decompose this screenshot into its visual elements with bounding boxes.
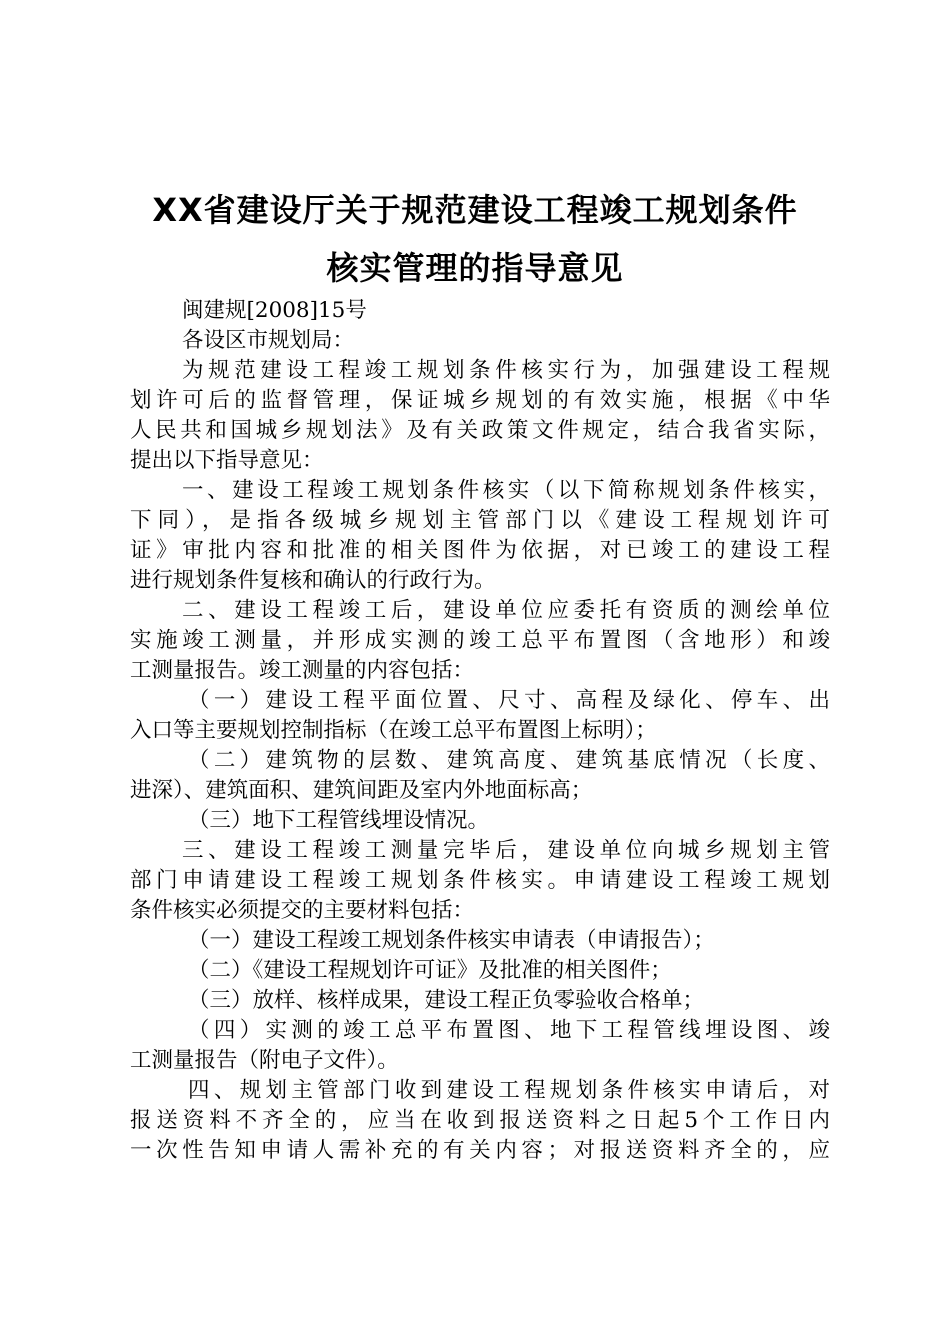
body-line: 报送资料不齐全的，应当在收到报送资料之日起5个工作日内 — [130, 1108, 830, 1133]
body-line: 下同），是指各级城乡规划主管部门以《建设工程规划许可 — [130, 508, 830, 533]
body-line: 划许可后的监督管理，保证城乡规划的有效实施，根据《中华 — [130, 388, 830, 413]
body-line: （三）放样、核样成果，建设工程正负零验收合格单； — [188, 988, 705, 1013]
document-body — [130, 296, 830, 1166]
body-line: 实施竣工测量，并形成实测的竣工总平布置图（含地形）和竣 — [130, 628, 830, 653]
body-line: 进深）、建筑面积、建筑间距及室内外地面标高； — [130, 778, 593, 803]
body-line: 证》审批内容和批准的相关图件为依据，对已竣工的建设工程 — [130, 538, 830, 563]
body-line: 工测量报告。竣工测量的内容包括： — [130, 658, 475, 683]
document-title-line-1: XX省建设厅关于规范建设工程竣工规划条件 — [152, 191, 798, 229]
body-line: 入口等主要规划控制指标（在竣工总平布置图上标明）； — [130, 718, 657, 743]
body-line: 部门申请建设工程竣工规划条件核实。申请建设工程竣工规划 — [130, 868, 830, 893]
body-line: 人民共和国城乡规划法》及有关政策文件规定，结合我省实际， — [130, 418, 830, 443]
body-line: 一次性告知申请人需补充的有关内容；对报送资料齐全的，应 — [130, 1138, 830, 1163]
body-line: 条件核实必须提交的主要材料包括： — [130, 898, 475, 923]
body-line: 二、建设工程竣工后，建设单位应委托有资质的测绘单位 — [182, 598, 830, 623]
body-line: 三、建设工程竣工测量完毕后，建设单位向城乡规划主管 — [182, 838, 830, 863]
body-line: （二）《建设工程规划许可证》及批准的相关图件； — [188, 958, 672, 983]
body-line: （四）实测的竣工总平布置图、地下工程管线埋设图、竣 — [188, 1018, 830, 1043]
document-number: 闽建规[2008]15号 — [182, 298, 367, 323]
body-line: 为规范建设工程竣工规划条件核实行为，加强建设工程规 — [182, 358, 830, 383]
body-line: 提出以下指导意见： — [130, 448, 324, 473]
body-line: （三）地下工程管线埋设情况。 — [188, 808, 490, 833]
document-title-line-2: 核实管理的指导意见 — [326, 249, 624, 287]
body-line: 进行规划条件复核和确认的行政行为。 — [130, 568, 496, 593]
addressee: 各设区市规划局： — [182, 328, 355, 353]
body-line: 四、规划主管部门收到建设工程规划条件核实申请后，对 — [188, 1078, 830, 1103]
body-line: （一）建设工程竣工规划条件核实申请表（申请报告）； — [188, 928, 715, 953]
body-line: 一、建设工程竣工规划条件核实（以下简称规划条件核实， — [182, 478, 830, 503]
body-line: （二）建筑物的层数、建筑高度、建筑基底情况（长度、 — [188, 748, 830, 773]
body-line: 工测量报告（附电子文件）。 — [130, 1048, 399, 1073]
body-line: （一）建设工程平面位置、尺寸、高程及绿化、停车、出 — [188, 688, 830, 713]
